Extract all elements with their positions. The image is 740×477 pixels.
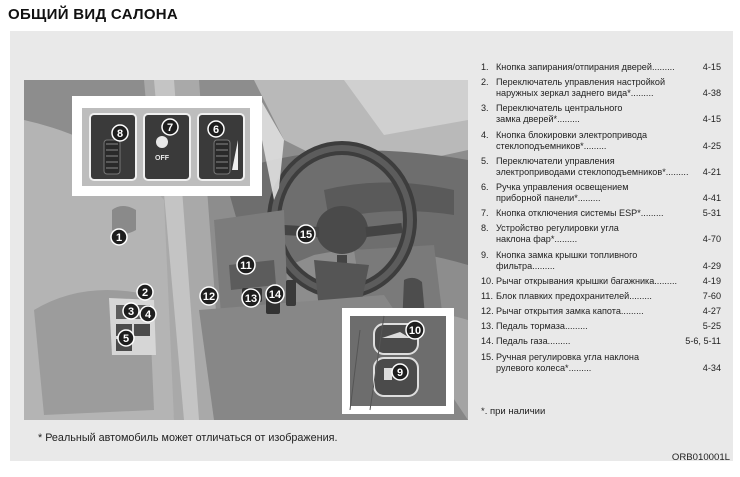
callout-13 — [242, 289, 260, 307]
legend-item: 7. Кнопка отключения системы ESP*......... 5-31 — [481, 208, 721, 219]
svg-text:10: 10 — [408, 325, 422, 337]
legend-item: 12. Рычаг открытия замка капота......... 4-27 — [481, 306, 721, 317]
callout-7 — [162, 119, 178, 135]
image-code: ORB010001L — [671, 452, 730, 463]
svg-text:7: 7 — [166, 122, 174, 134]
callout-11 — [237, 256, 255, 274]
footnote: * Реальный автомобиль может отличаться от изображения. — [38, 432, 338, 444]
legend-item: 9. Кнопка замка крышки топливного фильтра......... 4-29 — [481, 249, 721, 271]
callout-4 — [140, 306, 156, 322]
svg-text:1: 1 — [115, 232, 123, 244]
legend-item: 15. Ручная регулировка угла наклона рулевого колеса*......... 4-34 — [481, 351, 721, 373]
svg-text:3: 3 — [127, 306, 135, 318]
legend-list — [481, 62, 721, 378]
svg-text:2: 2 — [141, 287, 149, 299]
svg-text:5: 5 — [122, 333, 130, 345]
callout-10 — [406, 321, 424, 339]
callout-1 — [111, 229, 127, 245]
svg-text:9: 9 — [396, 367, 404, 379]
svg-text:14: 14 — [268, 289, 282, 301]
svg-text:6: 6 — [212, 124, 220, 136]
legend-item: 5. Переключатели управления электроприводами стеклоподъемников*......... 4-21 — [481, 155, 721, 177]
callout-12 — [200, 287, 218, 305]
callout-6 — [208, 121, 224, 137]
svg-text:11: 11 — [240, 260, 252, 272]
svg-text:13: 13 — [244, 293, 258, 305]
legend-item: 3. Переключатель центрального замка дверей*......... 4-15 — [481, 103, 721, 125]
legend-item: 4. Кнопка блокировки электропривода стеклоподъемников*......... 4-25 — [481, 129, 721, 151]
legend-item: 10. Рычаг открывания крышки багажника......... 4-19 — [481, 275, 721, 286]
esp-off-label: OFF — [155, 155, 169, 162]
legend-item: 13. Педаль тормаза......... 5-25 — [481, 321, 721, 332]
callout-2 — [137, 284, 153, 300]
callout-3 — [123, 303, 139, 319]
legend-item: 2. Переключатель управления настройкой наружных зеркал заднего вида*......... 4-38 — [481, 77, 721, 99]
legend-item: 6. Ручка управления освещением приборной панели*......... 4-41 — [481, 181, 721, 203]
page-title: ОБЩИЙ ВИД САЛОНА — [8, 6, 179, 23]
svg-text:15: 15 — [299, 229, 313, 241]
callout-5 — [118, 330, 134, 346]
legend-item: 8. Устройство регулировки угла наклона фар*......... 4-70 — [481, 223, 721, 245]
legend-item: 1. Кнопка запирания/отпирания дверей......... 4-15 — [481, 62, 721, 72]
callout-9 — [392, 364, 408, 380]
callout-14 — [266, 285, 284, 303]
legend-note: *. при наличии — [481, 406, 546, 417]
legend-item: 14. Педаль газа......... 5-6, 5-11 — [481, 336, 721, 347]
svg-text:4: 4 — [144, 309, 152, 321]
svg-text:8: 8 — [116, 128, 124, 140]
interior-illustration — [24, 80, 468, 420]
svg-text:12: 12 — [202, 291, 216, 303]
callout-8 — [112, 125, 128, 141]
legend-item: 11. Блок плавких предохранителей......... 7-60 — [481, 290, 721, 301]
callout-15 — [297, 225, 315, 243]
